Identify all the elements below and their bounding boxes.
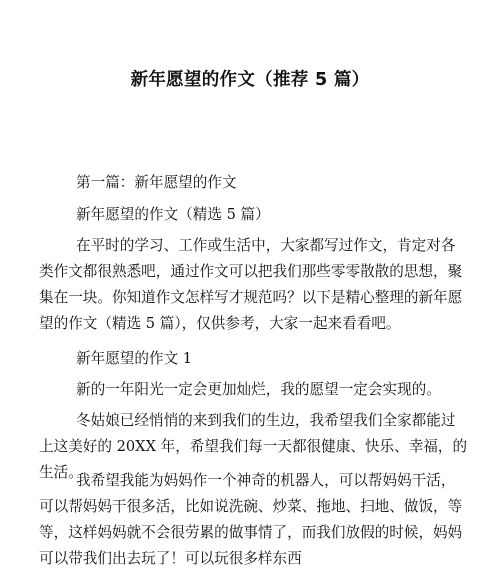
paragraph-three: 我希望我能为妈妈作一个神奇的机器人，可以帮妈妈干活，可以帮妈妈干很多活，比如说洗碗、炒菜、拖地、扫地、做饭，等等，这样妈妈就不会很劳累的做事情了，而我们放假的时候，妈妈可以带我们出去玩了！可以玩很多样东西 [39,472,463,567]
section-heading-first: 第一篇：新年愿望的作文 [76,174,237,191]
section-subheading: 新年愿望的作文（精选 5 篇） [76,206,270,223]
intro-paragraph: 在平时的学习、工作或生活中，大家都写过作文，肯定对各类作文都很熟悉吧，通过作文可以把我们那些零零散散的思想，聚集在一块。你知道作文怎样写才规范吗？以下是精心整理的新年愿望的作文（精选 5 篇），仅供参考，大家一起来看看吧。 [39,237,463,332]
paragraph-one: 新的一年阳光一定会更加灿烂，我的愿望一定会实现的。 [76,381,441,398]
essay-heading: 新年愿望的作文 1 [76,350,193,367]
paragraph-two: 冬姑娘已经悄悄的来到我们的生边，我希望我们全家都能过上这美好的 20XX 年，希望我们每一天都很健康、快乐、幸福，的生活。 [39,412,468,481]
page-title: 新年愿望的作文（推荐 5 篇） [130,70,370,90]
